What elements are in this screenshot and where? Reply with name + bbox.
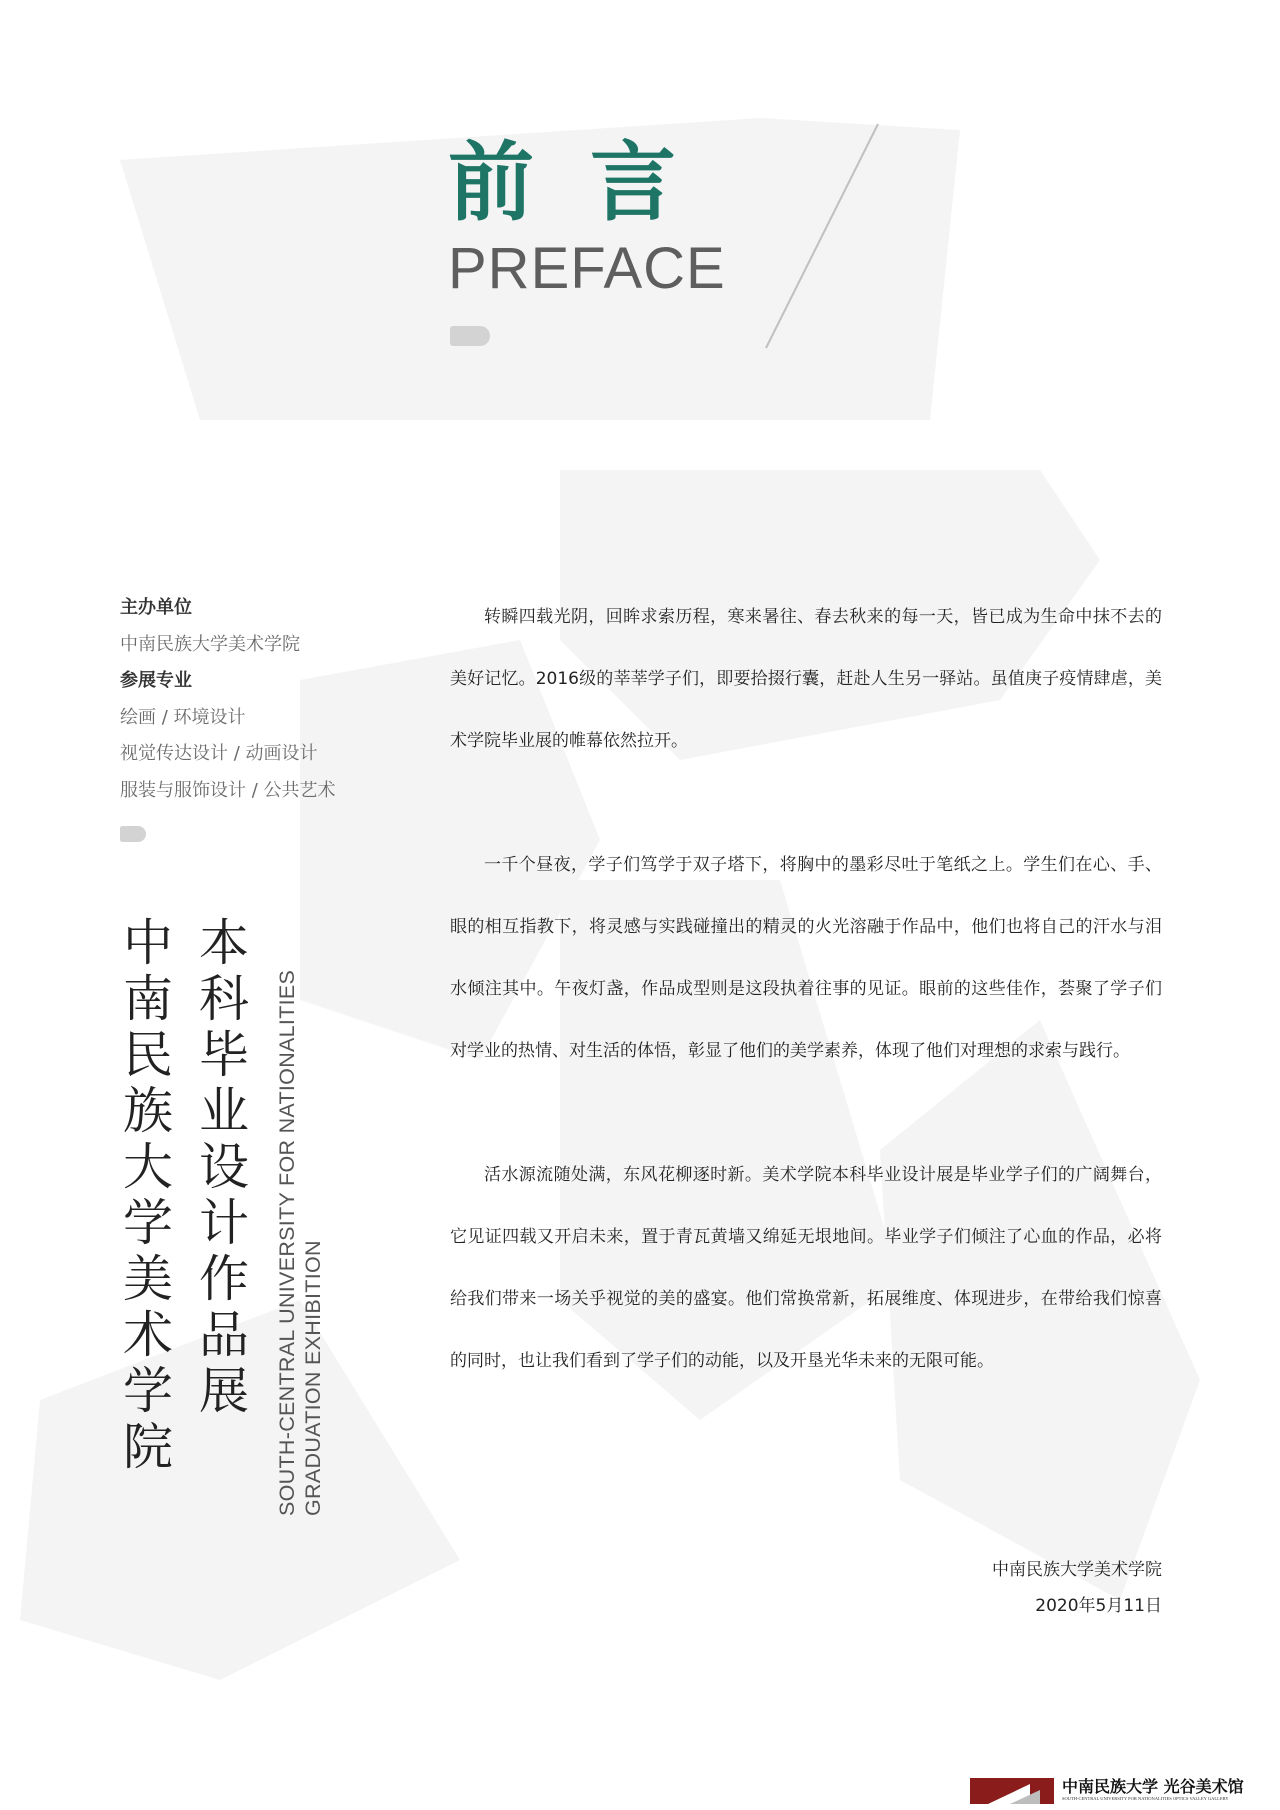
organizer-label: 主办单位: [120, 597, 192, 618]
exhibition-info: [120, 590, 440, 809]
organizer-value: 中南民族大学美术学院: [120, 633, 300, 655]
name-char: 设: [199, 1138, 249, 1196]
gallery-name-zh: 中南民族大学 光谷美术馆: [1062, 1777, 1244, 1796]
name-char: 科: [199, 970, 249, 1028]
gallery-name-en: SOUTH-CENTRAL UNIVERSITY FOR NATIONALITIES OPTICS VALLEY GALLERY: [1062, 1796, 1229, 1801]
page-subtitle: PREFACE: [448, 236, 726, 301]
english-line-2: GRADUATION EXHIBITION: [301, 1240, 325, 1516]
name-char: 术: [123, 1306, 173, 1364]
majors-item: 视觉传达设计 / 动画设计: [120, 743, 318, 764]
gallery-logo: [970, 1772, 1270, 1810]
name-char: 学: [123, 1194, 173, 1252]
page-title: 前言: [448, 133, 732, 233]
exhibition-title-column: [194, 915, 254, 1419]
name-char: 作: [199, 1250, 249, 1308]
majors-label: 参展专业: [120, 670, 192, 691]
majors-item: 服装与服饰设计 / 公共艺术: [120, 779, 336, 801]
paragraph: 一千个昼夜，学子们笃学于双子塔下，将胸中的墨彩尽吐于笔纸之上。学生们在心、手、眼的相互指教下，将灵感与实践碰撞出的精灵的火光溶融于作品中，他们也将自己的汗水与泪水倾注其中。午夜灯盏，作品成型则是这段执着往事的见证。眼前的这些佳作，荟聚了学子们对学业的热情、对生活的体悟，彰显了他们的美学素养，体现了他们对理想的求索与践行。: [450, 855, 1162, 1061]
name-char: 计: [199, 1194, 249, 1252]
paragraph: 活水源流随处满，东风花柳逐时新。美术学院本科毕业设计展是毕业学子们的广阔舞台，它见证四载又开启未来，置于青瓦黄墙又绵延无垠地间。毕业学子们倾注了心血的作品，必将给我们带来一场关乎视觉的美的盛宴。他们常换常新，拓展维度、体现进步，在带给我们惊喜的同时，也让我们看到了学子们的动能，以及开垦光华未来的无限可能。: [450, 1165, 1162, 1371]
name-char: 民: [123, 1026, 173, 1084]
majors-item: 绘画 / 环境设计: [120, 706, 246, 728]
name-char: 品: [199, 1306, 249, 1364]
name-char: 中: [123, 914, 173, 972]
title-pill-marker: [450, 326, 490, 346]
exhibition-name-english: [274, 969, 334, 1516]
name-char: 美: [123, 1250, 173, 1308]
signature-block: [860, 1552, 1162, 1624]
signature-date: 2020年5月11日: [1035, 1596, 1162, 1616]
university-name-column: [118, 915, 178, 1475]
name-char: 南: [123, 970, 173, 1028]
name-char: 展: [199, 1362, 249, 1420]
english-line-1: SOUTH-CENTRAL UNIVERSITY FOR NATIONALITIES: [275, 969, 299, 1516]
diagonal-accent-line: [760, 122, 880, 352]
name-char: 族: [123, 1082, 173, 1140]
name-char: 院: [123, 1418, 173, 1476]
name-char: 学: [123, 1362, 173, 1420]
signature-org: 中南民族大学美术学院: [992, 1560, 1162, 1580]
name-char: 毕: [199, 1026, 249, 1084]
name-char: 业: [199, 1082, 249, 1140]
preface-body: [450, 586, 1162, 1392]
name-char: 本: [199, 914, 249, 972]
name-char: 大: [123, 1138, 173, 1196]
gallery-logo-mark-icon: [970, 1776, 1054, 1804]
paragraph: 转瞬四载光阴，回眸求索历程，寒来暑往、春去秋来的每一天，皆已成为生命中抹不去的美好记忆。2016级的莘莘学子们，即要拾掇行囊，赶赴人生另一驿站。虽值庚子疫情肆虐，美术学院毕业展的帷幕依然拉开。: [450, 607, 1162, 751]
info-pill-marker: [120, 826, 146, 842]
